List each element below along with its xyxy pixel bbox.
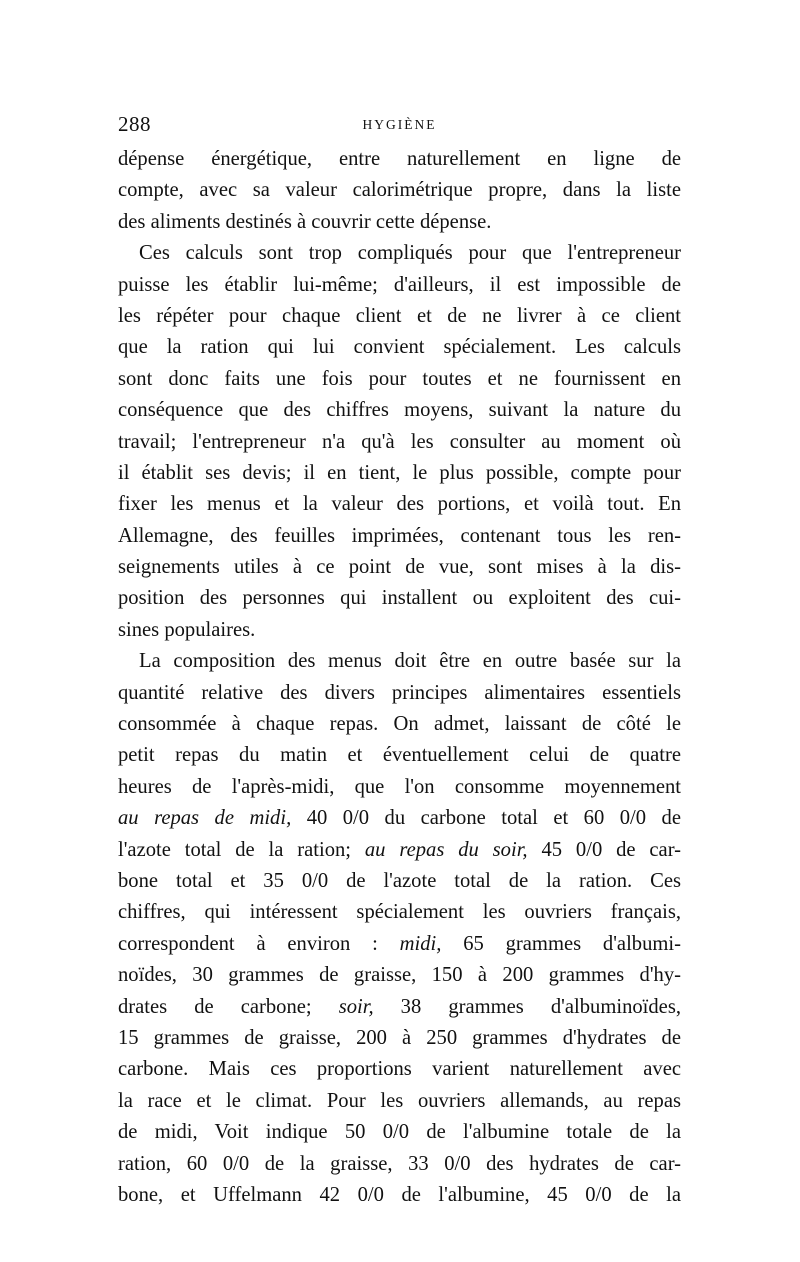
- text-line: [118, 992, 681, 1023]
- text-run: consommée à chaque repas. On admet, laissant de côté le: [118, 713, 681, 736]
- text-run: que la ration qui lui convient spécialement. Les calculs: [118, 336, 681, 359]
- text-run: 40 0/0 du carbone total et 60 0/0 de: [291, 807, 681, 830]
- text-line: [118, 897, 681, 928]
- text-run: les répéter pour chaque client et de ne livrer à ce client: [118, 304, 681, 327]
- text-run: compte, avec sa valeur calorimétrique propre, dans la liste: [118, 179, 681, 202]
- text-run: la race et le climat. Pour les ouvriers allemands, au repas: [118, 1089, 681, 1112]
- text-run: sont donc faits une fois pour toutes et ne fournissent en: [118, 367, 681, 390]
- text-run: sines populaires.: [118, 618, 256, 641]
- book-page: [118, 108, 681, 1211]
- running-title: HYGIÈNE: [362, 117, 437, 132]
- text-line: [118, 803, 681, 834]
- text-line: [118, 615, 681, 646]
- text-line: [118, 866, 681, 897]
- text-line: [118, 709, 681, 740]
- text-line: [118, 583, 681, 614]
- text-line: [118, 740, 681, 771]
- text-run: 38 grammes d'albuminoïdes,: [373, 995, 681, 1018]
- text-run: fixer les menus et la valeur des portions, et voilà tout. En: [118, 493, 681, 516]
- text-line: [118, 175, 681, 206]
- text-run: carbone. Mais ces proportions varient naturellement avec: [118, 1058, 681, 1081]
- page-number: 288: [118, 112, 151, 136]
- text-line: [118, 1149, 681, 1180]
- text-run: Ces calculs sont trop compliqués pour que l'entrepreneur: [139, 242, 681, 265]
- text-line: [118, 929, 681, 960]
- text-run: dépense énergétique, entre naturellement en ligne de: [118, 148, 681, 170]
- text-line: [118, 1086, 681, 1117]
- paragraph: [118, 144, 681, 238]
- text-line: [118, 301, 681, 332]
- text-line: [118, 552, 681, 583]
- text-line: [118, 332, 681, 363]
- running-head: [118, 108, 681, 142]
- text-line: [118, 678, 681, 709]
- text-run: chiffres, qui intéressent spécialement les ouvriers français,: [118, 901, 681, 924]
- italic-text: au repas du soir,: [364, 838, 528, 861]
- text-line: [118, 1054, 681, 1085]
- text-run: Allemagne, des feuilles imprimées, contenant tous les ren-: [118, 524, 681, 547]
- text-run: des aliments destinés à couvrir cette dépense.: [118, 210, 492, 233]
- text-line: [118, 427, 681, 458]
- text-run: correspondent à environ :: [118, 932, 400, 955]
- text-run: 45 0/0 de car-: [527, 838, 681, 861]
- text-line: [118, 207, 681, 238]
- text-run: de midi, Voit indique 50 0/0 de l'albumine totale de la: [118, 1121, 681, 1144]
- text-run: quantité relative des divers principes alimentaires essentiels: [118, 681, 681, 704]
- italic-text: midi,: [399, 932, 442, 955]
- text-run: ration, 60 0/0 de la graisse, 33 0/0 des hydrates de car-: [118, 1152, 681, 1175]
- text-run: puisse les établir lui-même; d'ailleurs, il est impossible de: [118, 273, 681, 296]
- text-line: [118, 646, 681, 677]
- text-line: [118, 521, 681, 552]
- text-line: [118, 270, 681, 301]
- italic-text: au repas de midi,: [118, 807, 292, 830]
- text-run: 65 grammes d'albumi-: [441, 932, 681, 955]
- text-run: 15 grammes de graisse, 200 à 250 grammes d'hydrates de: [118, 1026, 681, 1049]
- paragraph: [118, 646, 681, 1211]
- text-line: [118, 960, 681, 991]
- text-line: [118, 1117, 681, 1148]
- text-line: [118, 238, 681, 269]
- text-line: [118, 772, 681, 803]
- text-line: [118, 364, 681, 395]
- text-run: noïdes, 30 grammes de graisse, 150 à 200 grammes d'hy-: [118, 964, 681, 987]
- text-line: [118, 489, 681, 520]
- text-run: l'azote total de la ration;: [118, 838, 365, 861]
- text-run: petit repas du matin et éventuellement celui de quatre: [118, 744, 681, 767]
- text-line: [118, 1180, 681, 1211]
- text-line: [118, 835, 681, 866]
- body-text: [118, 144, 681, 1211]
- text-line: [118, 395, 681, 426]
- text-run: La composition des menus doit être en outre basée sur la: [139, 650, 681, 673]
- text-run: conséquence que des chiffres moyens, suivant la nature du: [118, 399, 681, 422]
- text-run: bone, et Uffelmann 42 0/0 de l'albumine, 45 0/0 de la: [118, 1183, 681, 1206]
- italic-text: soir,: [338, 995, 374, 1018]
- text-line: [118, 458, 681, 489]
- text-line: [118, 144, 681, 175]
- text-run: heures de l'après-midi, que l'on consomme moyennement: [118, 775, 681, 798]
- paragraph: [118, 238, 681, 646]
- text-run: bone total et 35 0/0 de l'azote total de la ration. Ces: [118, 869, 681, 892]
- text-run: il établit ses devis; il en tient, le plus possible, compte pour: [118, 461, 681, 484]
- text-run: position des personnes qui installent ou exploitent des cui-: [118, 587, 681, 610]
- text-run: travail; l'entrepreneur n'a qu'à les consulter au moment où: [118, 430, 681, 453]
- text-run: seignements utiles à ce point de vue, sont mises à la dis-: [118, 556, 681, 579]
- text-line: [118, 1023, 681, 1054]
- text-run: drates de carbone;: [118, 995, 339, 1018]
